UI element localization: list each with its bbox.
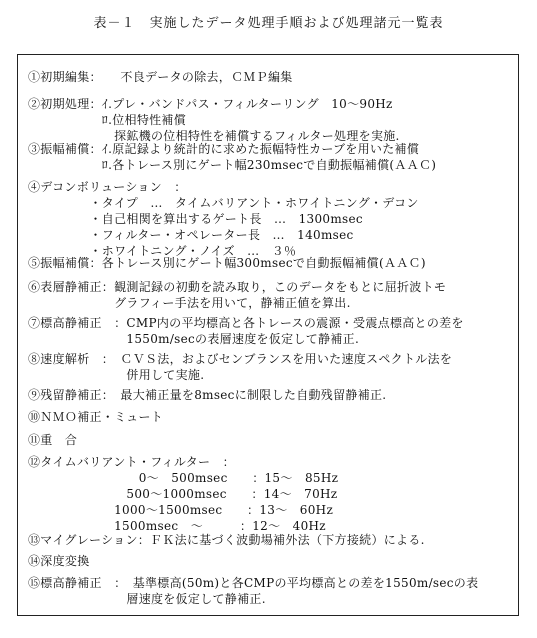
step-12-line: 1500msec ～ ：12～ 40Hz	[28, 519, 326, 533]
step-4-line: ・自己相関を算出するゲート長 … 1300msec	[28, 212, 363, 226]
step-1-heading: ①初期編集： 不良データの除去，ＣＭＰ編集	[28, 70, 293, 84]
step-8-line: 併用して実施.	[28, 368, 205, 382]
step-15-heading: ⑮標高静補正 ： 基準標高(50m)と各CMPの平均標高との差を1550m/secの表	[28, 576, 479, 590]
step-7-heading: ⑦標高静補正 ：CMP内の平均標高と各トレースの震源・受震点標高との差を	[28, 316, 464, 330]
step-12-heading: ⑫タイムバリアント・フィルター ：	[28, 455, 235, 469]
step-10-heading: ⑩ＮＭＯ補正・ミュート	[28, 410, 164, 424]
step-5-heading: ⑤振幅補償：各トレース別にゲート幅300msecで自動振幅補償(ＡＡＣ)	[28, 256, 426, 270]
step-14-heading: ⑭深度変換	[28, 554, 90, 568]
step-13-heading: ⑬マイグレーション：ＦＫ法に基づく波動場補外法（下方接続）による.	[28, 533, 425, 547]
step-15-line: 層速度を仮定して静補正.	[28, 592, 266, 606]
step-3-heading: ③振幅補償：ｲ.原記録より統計的に求めた振幅特性カーブを用いた補償	[28, 142, 420, 156]
step-12-line: 500～1000msec ：14～ 70Hz	[28, 487, 338, 501]
step-2-line: 探鉱機の位相特性を補償するフィルター処理を実施.	[28, 129, 400, 143]
step-2-line: ﾛ.位相特性補償	[28, 113, 187, 127]
step-3-line: ﾛ.各トレース別にゲート幅230msecで自動振幅補償(ＡＡＣ)	[28, 158, 437, 172]
table-title: 表－１ 実施したデータ処理手順および処理諸元一覧表	[93, 16, 444, 31]
step-7-line: 1550m/secの表層速度を仮定して静補正.	[28, 332, 360, 346]
step-4-line: ・フィルター・オペレーター長 … 140msec	[28, 228, 354, 242]
step-11-heading: ⑪重 合	[28, 433, 78, 447]
step-4-heading: ④デコンボリューション ：	[28, 180, 187, 194]
step-8-heading: ⑧速度解析 ： ＣＶＳ法，およびセンブランスを用いた速度スペクトル法を	[28, 352, 453, 366]
step-2-heading: ②初期処理：ｲ.プレ・バンドパス・フィルターリング 10～90Hz	[28, 97, 393, 111]
step-12-line: 0～ 500msec ：15～ 85Hz	[28, 471, 339, 485]
step-12-line: 1000～1500msec ：13～ 60Hz	[28, 503, 334, 517]
step-4-line: ・ホワイトニング・ノイズ … ３％	[28, 244, 297, 258]
step-4-line: ・タイプ … タイムバリアント・ホワイトニング・デコン	[28, 196, 419, 210]
step-6-heading: ⑥表層静補正：観測記録の初動を読み取り，このデータをもとに屈折波トモ	[28, 280, 447, 294]
step-6-line: グラフィー手法を用いて，静補正値を算出.	[28, 296, 351, 310]
step-9-heading: ⑨残留静補正： 最大補正量を8msecに制限した自動残留静補正.	[28, 388, 387, 402]
